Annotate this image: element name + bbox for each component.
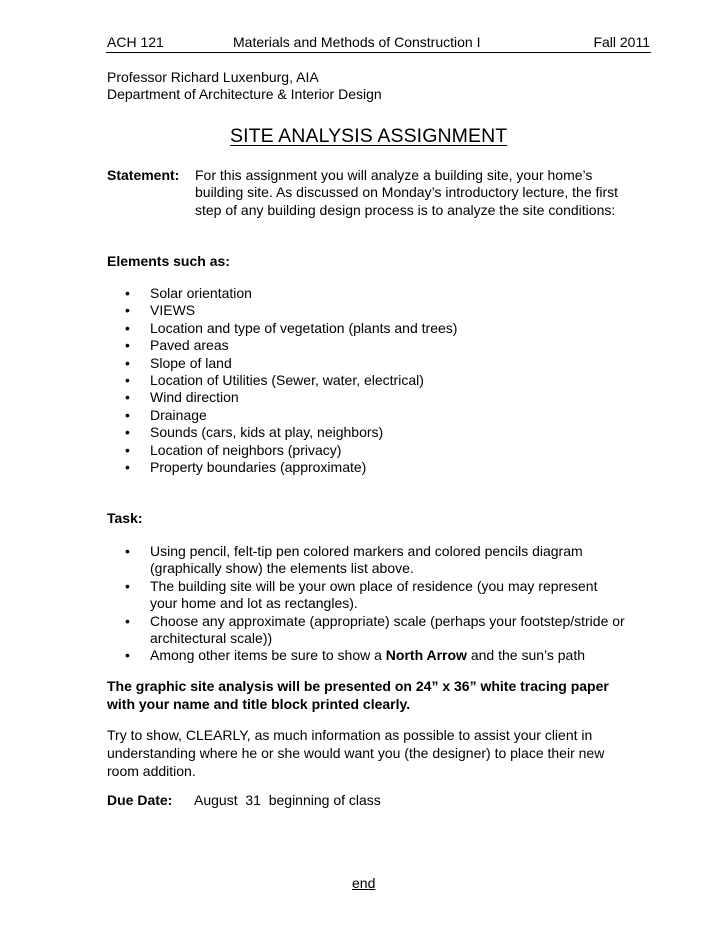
- course-title: Materials and Methods of Construction I: [233, 34, 481, 50]
- north-arrow-emphasis: North Arrow: [385, 647, 467, 664]
- bullet-icon: •: [125, 302, 130, 319]
- page-title: SITE ANALYSIS ASSIGNMENT: [230, 125, 508, 147]
- course-term: Fall 2011: [593, 34, 650, 50]
- task-label: Task:: [107, 510, 143, 526]
- end-marker: end: [352, 875, 376, 891]
- bullet-icon: •: [125, 319, 130, 336]
- list-item: • Sounds (cars, kids at play, neighbors): [125, 424, 384, 441]
- bullet-icon: •: [125, 424, 130, 441]
- statement-text: For this assignment you will analyze a building site, your home’s building site. As discussed on Monday’s introductory lecture, the first step of any building design process is to analyze the site conditions:: [195, 167, 619, 218]
- list-item: • Using pencil, felt-tip pen colored markers and colored pencils diagram (graphically show) the elements list above.: [125, 543, 583, 577]
- presentation-note: The graphic site analysis will be presented on 24” x 36” white tracing paper with your name and title block printed clearly.: [107, 678, 609, 712]
- clarity-note: Try to show, CLEARLY, as much information as possible to assist your client in understanding where he or she would want you (the designer) to place their new room addition.: [107, 727, 605, 779]
- list-item: • Among other items be sure to show a North Arrow and the sun’s path: [125, 647, 586, 664]
- list-item: • Choose any approximate (appropriate) scale (perhaps your footstep/stride or architectural scale)): [125, 612, 625, 647]
- bullet-icon: •: [125, 441, 130, 458]
- bullet-icon: •: [125, 406, 130, 423]
- due-date-value: August 31 beginning of class: [194, 792, 381, 808]
- bullet-icon: •: [125, 612, 130, 629]
- elements-label: Elements such as:: [107, 253, 230, 269]
- list-item: • Location and type of vegetation (plants and trees): [125, 319, 458, 336]
- list-item: • Drainage: [125, 406, 207, 423]
- bullet-icon: •: [125, 337, 130, 354]
- bullet-icon: •: [125, 389, 130, 406]
- course-header: [106, 34, 651, 53]
- bullet-icon: •: [125, 459, 130, 476]
- bullet-icon: •: [125, 372, 130, 389]
- due-date-label: Due Date:: [107, 792, 173, 808]
- list-item: • VIEWS: [125, 302, 196, 319]
- elements-list: [0, 285, 457, 476]
- bullet-icon: •: [125, 577, 130, 594]
- bullet-icon: •: [125, 354, 130, 371]
- course-code: ACH 121: [107, 34, 164, 50]
- department-name: Department of Architecture & Interior Design: [107, 86, 382, 102]
- list-item: • Paved areas: [125, 337, 229, 354]
- professor-block: [107, 69, 382, 103]
- task-list: [0, 543, 625, 665]
- bullet-icon: •: [125, 543, 130, 559]
- list-item: • Wind direction: [125, 389, 239, 406]
- list-item: • Location of neighbors (privacy): [125, 441, 342, 458]
- list-item: • Property boundaries (approximate): [125, 459, 367, 476]
- bullet-icon: •: [125, 285, 130, 301]
- statement-label: Statement:: [107, 167, 180, 183]
- bullet-icon: •: [125, 647, 130, 664]
- list-item: • Location of Utilities (Sewer, water, electrical): [125, 372, 424, 389]
- list-item: • Slope of land: [125, 354, 232, 371]
- list-item: • The building site will be your own place of residence (you may represent your home and lot as rectangles).: [125, 577, 598, 612]
- professor-name: Professor Richard Luxenburg, AIA: [107, 69, 319, 85]
- list-item: • Solar orientation: [125, 285, 252, 301]
